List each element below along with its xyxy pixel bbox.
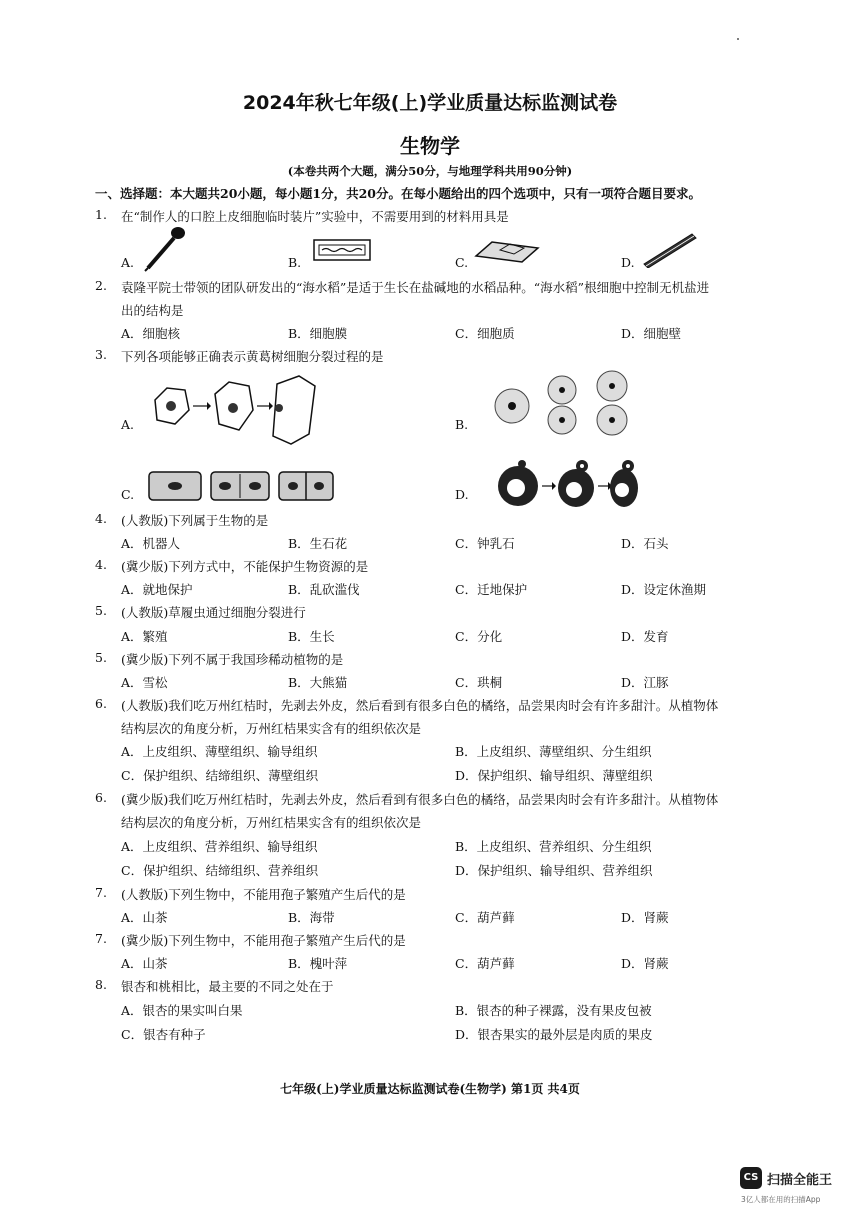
- camscanner-logo-icon: CS: [740, 1167, 762, 1189]
- q8-number: 8.: [95, 977, 107, 992]
- q3-text: 下列各项能够正确表示黄葛树细胞分裂过程的是: [121, 349, 384, 364]
- glass-slide-figure: [472, 236, 542, 266]
- q7b-option-c: C．葫芦藓: [455, 956, 515, 971]
- q1-number: 1.: [95, 207, 107, 222]
- q4a-option-c: C．钟乳石: [455, 536, 515, 551]
- q7a-text: (人教版)下列生物中，不能用孢子繁殖产生后代的是: [121, 887, 406, 902]
- q7a-option-d: D．肾蕨: [621, 910, 669, 925]
- q7b-option-d: D．肾蕨: [621, 956, 669, 971]
- q4b-option-c: C．迁地保护: [455, 582, 528, 597]
- q7a-option-b: B．海带: [288, 910, 335, 925]
- q1-option-a-label: A.: [121, 255, 135, 270]
- round-cell-division-figure: [490, 370, 640, 442]
- q6a-text-line1: (人教版)我们吃万州红桔时，先剥去外皮，然后看到有很多白色的橘络，品尝果肉时会有许多甜汁。从植物体: [121, 698, 719, 713]
- q6a-option-a: A．上皮组织、薄壁组织、输导组织: [121, 744, 318, 759]
- q3-option-a-label: A.: [121, 417, 135, 432]
- plant-cell-division-figure: [145, 372, 320, 446]
- q6a-option-c: C．保护组织、结缔组织、薄壁组织: [121, 768, 319, 783]
- q7b-number: 7.: [95, 931, 107, 946]
- q6b-text-line2: 结构层次的角度分析，万州红桔果实含有的组织依次是: [121, 815, 422, 830]
- q7b-text: (冀少版)下列生物中，不能用孢子繁殖产生后代的是: [121, 933, 406, 948]
- q4a-number: 4.: [95, 511, 107, 526]
- q5b-option-c: C．珙桐: [455, 675, 503, 690]
- q5a-option-b: B．生长: [288, 629, 335, 644]
- rectangular-cell-division-figure: [145, 468, 335, 504]
- q4b-option-d: D．设定休渔期: [621, 582, 707, 597]
- q5b-option-a: A．雪松: [121, 675, 168, 690]
- q6b-text-line1: (冀少版)我们吃万州红桔时，先剥去外皮，然后看到有很多白色的橘络，品尝果肉时会有许多甜汁。从植物体: [121, 792, 719, 807]
- q5a-text: (人教版)草履虫通过细胞分裂进行: [121, 605, 306, 620]
- tweezers-figure: [638, 228, 698, 268]
- q8-text: 银杏和桃相比，最主要的不同之处在于: [121, 979, 334, 994]
- q3-option-d-label: D.: [455, 487, 469, 502]
- q6b-number: 6.: [95, 790, 107, 805]
- page-footer: 七年级(上)学业质量达标监测试卷(生物学) 第1页 共4页: [280, 1082, 580, 1096]
- dropper-figure: [138, 224, 188, 272]
- q7a-number: 7.: [95, 885, 107, 900]
- q6b-option-d: D．保护组织、输导组织、营养组织: [455, 863, 653, 878]
- exam-title: 2024年秋七年级(上)学业质量达标监测试卷: [242, 92, 618, 114]
- q3-number: 3.: [95, 347, 107, 362]
- q4a-text: (人教版)下列属于生物的是: [121, 513, 269, 528]
- q5b-text: (冀少版)下列不属于我国珍稀动植物的是: [121, 652, 344, 667]
- q5a-number: 5.: [95, 603, 107, 618]
- q7a-option-c: C．葫芦藓: [455, 910, 515, 925]
- q4b-text: (冀少版)下列方式中，不能保护生物资源的是: [121, 559, 369, 574]
- q1-option-b-label: B.: [288, 255, 302, 270]
- q1-text: 在“制作人的口腔上皮细胞临时装片”实验中，不需要用到的材料用具是: [121, 209, 509, 224]
- q8-option-d: D．银杏果实的最外层是肉质的果皮: [455, 1027, 653, 1042]
- q4a-option-a: A．机器人: [121, 536, 181, 551]
- q5a-option-a: A．繁殖: [121, 629, 168, 644]
- camscanner-name: 扫描全能王: [767, 1173, 833, 1188]
- q3-option-c-label: C.: [121, 487, 135, 502]
- q6b-option-a: A．上皮组织、营养组织、输导组织: [121, 839, 318, 854]
- q1-option-d-label: D.: [621, 255, 635, 270]
- q6a-number: 6.: [95, 696, 107, 711]
- q7b-option-b: B．槐叶萍: [288, 956, 348, 971]
- q4a-option-d: D．石头: [621, 536, 669, 551]
- q6b-option-b: B．上皮组织、营养组织、分生组织: [455, 839, 652, 854]
- q6a-option-b: B．上皮组织、薄壁组织、分生组织: [455, 744, 652, 759]
- q2-number: 2.: [95, 278, 107, 293]
- budding-cell-figure: [490, 450, 640, 510]
- subject-title: 生物学: [400, 134, 460, 158]
- q6a-option-d: D．保护组织、输导组织、薄壁组织: [455, 768, 653, 783]
- q4b-number: 4.: [95, 557, 107, 572]
- q5b-option-d: D．江豚: [621, 675, 669, 690]
- camscanner-tagline: 3亿人都在用的扫描App: [741, 1195, 821, 1204]
- q7b-option-a: A．山茶: [121, 956, 168, 971]
- q2-option-d: D．细胞壁: [621, 326, 682, 341]
- q5b-number: 5.: [95, 650, 107, 665]
- scan-speck: [737, 38, 739, 40]
- q8-option-c: C．银杏有种子: [121, 1027, 206, 1042]
- q7a-option-a: A．山茶: [121, 910, 168, 925]
- q6b-option-c: C．保护组织、结缔组织、营养组织: [121, 863, 319, 878]
- q8-option-a: A．银杏的果实叫白果: [121, 1003, 243, 1018]
- q2-option-c: C．细胞质: [455, 326, 515, 341]
- q2-option-b: B．细胞膜: [288, 326, 348, 341]
- razor-blade-figure: [312, 236, 372, 264]
- q2-text-line1: 袁隆平院士带领的团队研发出的“海水稻”是适于生长在盐碱地的水稻品种。“海水稻”根细胞中控制无机盐进: [121, 280, 710, 295]
- q4b-option-a: A．就地保护: [121, 582, 193, 597]
- q6a-text-line2: 结构层次的角度分析，万州红桔果实含有的组织依次是: [121, 721, 422, 736]
- q4b-option-b: B．乱砍滥伐: [288, 582, 360, 597]
- q3-option-b-label: B.: [455, 417, 469, 432]
- section-heading: 一、选择题：本大题共20小题，每小题1分，共20分。在每小题给出的四个选项中，只有一项符合题目要求。: [95, 186, 701, 201]
- q2-text-line2: 出的结构是: [121, 303, 184, 318]
- q5a-option-c: C．分化: [455, 629, 503, 644]
- q2-option-a: A．细胞核: [121, 326, 181, 341]
- q5b-option-b: B．大熊猫: [288, 675, 348, 690]
- q5a-option-d: D．发育: [621, 629, 669, 644]
- q8-option-b: B．银杏的种子裸露，没有果皮包被: [455, 1003, 652, 1018]
- q1-option-c-label: C.: [455, 255, 469, 270]
- exam-note: (本卷共两个大题，满分50分，与地理学科共用90分钟): [287, 164, 573, 178]
- q4a-option-b: B．生石花: [288, 536, 348, 551]
